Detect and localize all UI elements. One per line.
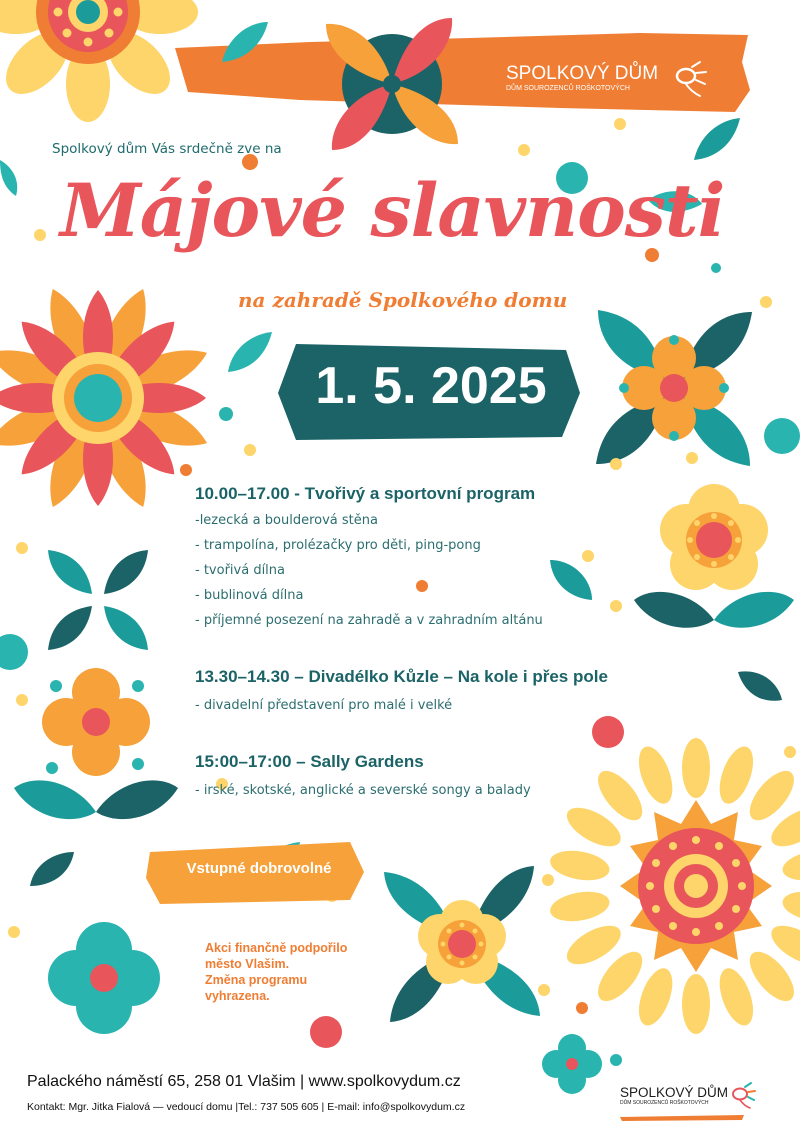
funding-note-line: Změna programu (205, 973, 308, 987)
teal-blossom-icon (48, 922, 160, 1034)
leaf-shape (228, 332, 272, 372)
footer-logo (620, 1085, 728, 1107)
invite-text: Spolkový dům Vás srdečně zve na (52, 141, 282, 157)
leaf-shape (0, 160, 17, 196)
page-title: Májové slavnosti (60, 168, 725, 254)
program-block-title: 13.30–14.30 – Divadélko Kůzle – Na kole i přes pole (195, 667, 608, 686)
yellow-blossom-icon (634, 484, 794, 628)
sun-flower-icon (0, 0, 198, 122)
footer-address: Palackého náměstí 65, 258 01 Vlašim | www.spolkovydum.cz (27, 1073, 461, 1090)
logo-underline (620, 1115, 744, 1121)
program-block-3 (195, 752, 531, 803)
leaf-shape (738, 671, 782, 700)
orange-banner-shape (175, 33, 750, 112)
funding-note-line: město Vlašim. (205, 957, 290, 971)
top-logo-name: SPOLKOVÝ DŮM (506, 63, 659, 84)
left-cross-leaves-icon (48, 550, 148, 650)
leaf-shape (30, 852, 74, 886)
sunburst-flower-icon (548, 738, 800, 1034)
program-item: - tvořivá dílna (195, 563, 285, 578)
daisy-flower-icon (0, 283, 213, 514)
funding-note-line: Akci finančně podpořilo (205, 941, 348, 955)
swirl-logo-icon (733, 1083, 755, 1108)
program-block-title: 10.00–17.00 - Tvořivý a sportovní program (195, 484, 536, 503)
funding-note-line: vyhrazena. (205, 989, 270, 1003)
cross-leaf-yellow-flower-icon (384, 866, 540, 1022)
program-item: - trampolína, prolézačky pro děti, ping-pong (195, 538, 481, 553)
entry-badge-text: Vstupné dobrovolné (186, 860, 332, 877)
program-item: -lezecká a boulderová stěna (195, 513, 378, 528)
program-block-1 (195, 484, 543, 633)
program-block-title: 15:00–17:00 – Sally Gardens (195, 752, 424, 771)
funding-note (205, 940, 347, 1004)
footer-logo-tagline: DŮM SOUROZENCŮ ROŠKOTOVÝCH (620, 1100, 709, 1106)
event-date: 1. 5. 2025 (315, 357, 547, 415)
top-logo-tagline: DŮM SOUROZENCŮ ROŠKOTOVÝCH (506, 85, 630, 92)
leaf-shape (694, 118, 740, 160)
program-block-2 (195, 667, 608, 718)
program-item: - příjemné posezení na zahradě a v zahradním altánu (195, 613, 543, 628)
program-item: - irské, skotské, anglické a severské songy a balady (195, 783, 531, 798)
orange-blossom-icon (14, 668, 178, 819)
footer-logo-name: SPOLKOVÝ DŮM (620, 1085, 729, 1100)
small-teal-flower-icon (542, 1034, 602, 1094)
leaf-shape (550, 560, 592, 600)
footer-contact: Kontakt: Mgr. Jitka Fialová — vedoucí domu |Tel.: 737 505 605 | E-mail: info@spolkovydum.cz (27, 1101, 466, 1113)
top-logo (506, 64, 658, 93)
page-subtitle: na zahradě Spolkového domu (238, 288, 568, 312)
pinwheel-flower-icon (326, 18, 458, 150)
program-item: - bublinová dílna (195, 588, 304, 603)
program-item: - divadelní představení pro malé i velké (195, 698, 453, 713)
